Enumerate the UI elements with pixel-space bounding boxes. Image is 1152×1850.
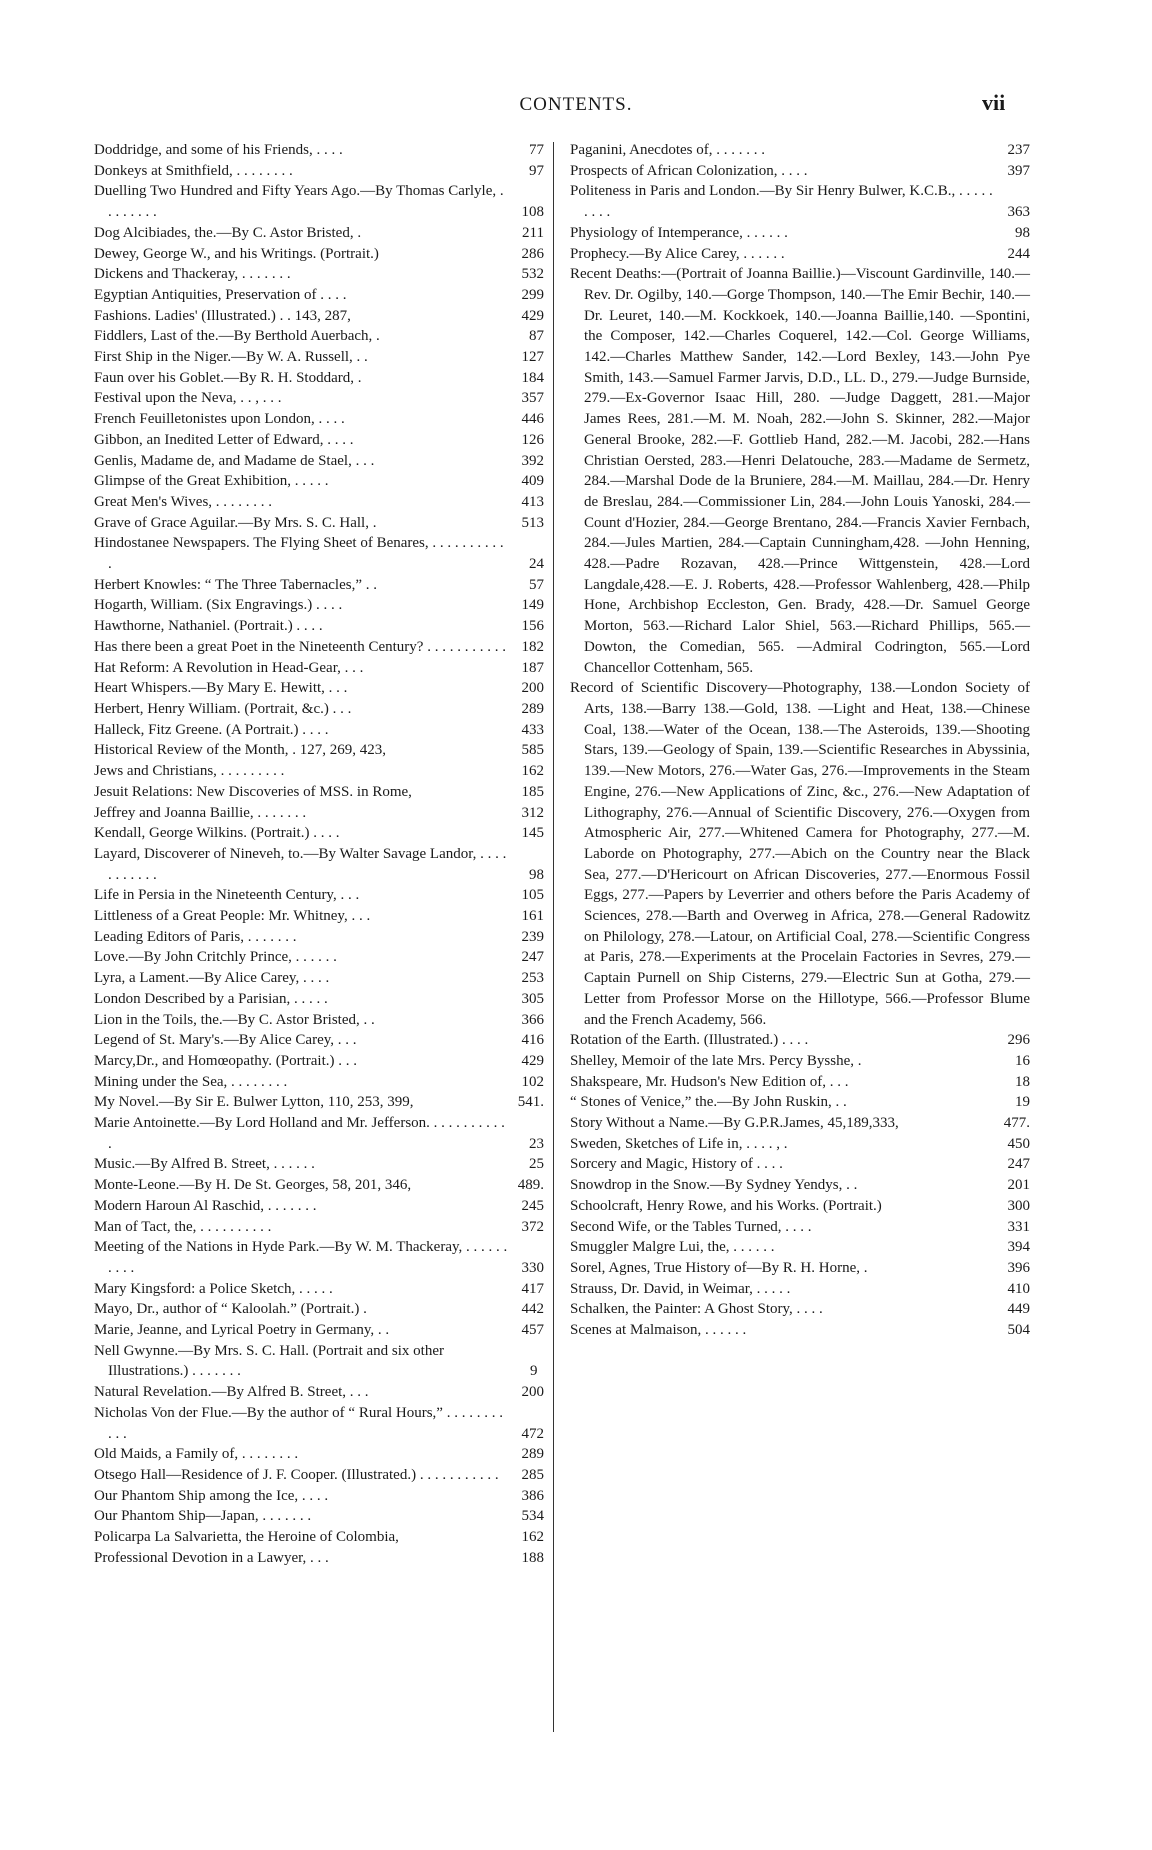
toc-entry-page: 239: [521, 928, 544, 945]
toc-entry-page: 201: [1007, 1177, 1030, 1194]
toc-entry-title: Professional Devotion in a Lawyer, . . .: [94, 1549, 329, 1566]
toc-entry: [94, 844, 544, 885]
toc-entry-title: Snowdrop in the Snow.—By Sydney Yendys, . .: [570, 1177, 858, 1194]
toc-entry-page: 513: [521, 514, 544, 531]
toc-entry-title: Paganini, Anecdotes of, . . . . . . .: [570, 142, 765, 158]
toc-entry: [570, 1092, 1030, 1113]
toc-entry: [570, 223, 1030, 244]
toc-entry-page: 188: [521, 1549, 544, 1566]
toc-entry-title: Love.—By John Critchly Prince, . . . . . .: [94, 949, 337, 966]
right-column: [570, 140, 1030, 1341]
toc-entry-title: French Feuilletonistes upon London, . . . .: [94, 411, 345, 428]
column-divider: [553, 142, 554, 1732]
toc-entry-page: 357: [521, 390, 544, 407]
toc-entry-page: 392: [521, 452, 544, 469]
toc-entry: [94, 1299, 544, 1320]
toc-entry-page: 237: [1007, 142, 1030, 158]
toc-entry-page: 532: [521, 266, 544, 283]
toc-entry: [94, 471, 544, 492]
toc-entry-page: 244: [1007, 245, 1030, 262]
page-number: vii: [982, 90, 1006, 115]
toc-entry: [94, 1175, 544, 1196]
toc-entry-page: 449: [1007, 1301, 1030, 1318]
toc-entry-title: Dog Alcibiades, the.—By C. Astor Bristed, .: [94, 224, 362, 241]
toc-entry: [570, 1134, 1030, 1155]
toc-entry-page: 19: [1015, 1094, 1030, 1111]
toc-entry-title: Faun over his Goblet.—By R. H. Stoddard, .: [94, 369, 362, 386]
toc-entry: [570, 1237, 1030, 1258]
toc-entry: [94, 140, 544, 161]
toc-entry-title: Second Wife, or the Tables Turned, . . . .: [570, 1218, 812, 1235]
toc-entry-page: 585: [521, 742, 544, 759]
toc-entry-title: Music.—By Alfred B. Street, . . . . . .: [94, 1156, 315, 1173]
toc-entry-page: 299: [521, 286, 544, 303]
toc-entry-page: 541.: [517, 1094, 544, 1111]
toc-entry-page: 57: [529, 576, 544, 593]
toc-entry-title: Scenes at Malmaison, . . . . . .: [570, 1322, 747, 1339]
toc-entry-title: Donkeys at Smithfield, . . . . . . . .: [94, 162, 293, 179]
toc-entry-page: 185: [521, 783, 544, 800]
toc-entry-page: 184: [521, 369, 544, 386]
toc-entry: [94, 1196, 544, 1217]
toc-entry: [570, 161, 1030, 182]
toc-entry-title: Old Maids, a Family of, . . . . . . . .: [94, 1446, 299, 1463]
toc-entry: [570, 140, 1030, 161]
toc-entry: [94, 1154, 544, 1175]
toc-entry: [94, 388, 544, 409]
toc-entry: [94, 720, 544, 741]
toc-entry-title: Policarpa La Salvarietta, the Heroine of Colombia,: [94, 1529, 399, 1546]
toc-entry-title: Halleck, Fitz Greene. (A Portrait.) . . . .: [94, 721, 329, 738]
toc-entry: [94, 1237, 544, 1278]
toc-entry: [570, 1196, 1030, 1217]
toc-entry: [94, 430, 544, 451]
toc-entry: [570, 1030, 1030, 1051]
toc-entry-title: My Novel.—By Sir E. Bulwer Lytton, 110, 253, 399,: [94, 1094, 414, 1111]
toc-entry-page: 489.: [517, 1177, 544, 1194]
toc-entry-title: Strauss, Dr. David, in Weimar, . . . . .: [570, 1280, 791, 1297]
toc-entry-title: Hat Reform: A Revolution in Head-Gear, . . .: [94, 659, 364, 676]
toc-entry-title: Great Men's Wives, . . . . . . . .: [94, 493, 273, 510]
toc-entry-title: Nell Gwynne.—By Mrs. S. C. Hall. (Portrait and six other Illustrations.) . . . . . . .: [94, 1342, 444, 1380]
toc-entry-page: 386: [521, 1487, 544, 1504]
toc-entry: Nell Gwynne.—By Mrs. S. C. Hall. (Portrait and six other Illustrations.) . . . . . . . 9: [94, 1341, 544, 1382]
toc-entry-page: 24: [529, 556, 544, 573]
toc-entry: [94, 1403, 544, 1444]
toc-entry-page: 127: [521, 349, 544, 366]
toc-entry: [570, 181, 1030, 222]
toc-entry-title: Heart Whispers.—By Mary E. Hewitt, . . .: [94, 680, 348, 697]
toc-entry-page: 312: [521, 804, 544, 821]
toc-entry: [570, 244, 1030, 265]
toc-entry-title: Layard, Discoverer of Nineveh, to.—By Walter Savage Landor, . . . . . . . . . . .: [94, 845, 507, 883]
toc-entry: [94, 616, 544, 637]
toc-entry: [94, 181, 544, 222]
toc-entry-page: 161: [521, 908, 544, 925]
toc-entry-page: 397: [1007, 162, 1030, 179]
toc-entry: [94, 1051, 544, 1072]
toc-entry-page: 446: [521, 411, 544, 428]
toc-entry-title: Mining under the Sea, . . . . . . . .: [94, 1073, 288, 1090]
toc-entry: [94, 492, 544, 513]
toc-entry: [570, 1113, 1030, 1134]
toc-entry-title: Historical Review of the Month, . 127, 269, 423,: [94, 742, 387, 759]
toc-entry-title: Monte-Leone.—By H. De St. Georges, 58, 201, 346,: [94, 1177, 412, 1194]
toc-entry: [94, 927, 544, 948]
toc-entry: [94, 1010, 544, 1031]
toc-entry: [94, 678, 544, 699]
toc-entry-title: Modern Haroun Al Raschid, . . . . . . .: [94, 1197, 317, 1214]
toc-entry-page: 156: [521, 618, 544, 635]
toc-entry-title: Story Without a Name.—By G.P.R.James, 45,189,333,: [570, 1115, 899, 1132]
toc-entry-title: Grave of Grace Aguilar.—By Mrs. S. C. Hall, .: [94, 514, 377, 531]
toc-entry: [94, 740, 544, 761]
toc-entry-title: Dewey, George W., and his Writings. (Portrait.): [94, 245, 379, 262]
toc-entry-title: Gibbon, an Inedited Letter of Edward, . . . .: [94, 431, 354, 448]
toc-entry-title: Prophecy.—By Alice Carey, . . . . . .: [570, 245, 785, 262]
toc-entry-title: Fashions. Ladies' (Illustrated.) . . 143, 287,: [94, 307, 351, 324]
toc-entry: [570, 1051, 1030, 1072]
toc-entry-page: 97: [529, 162, 544, 179]
toc-entry-page: 149: [521, 597, 544, 614]
toc-entry-title: Doddridge, and some of his Friends, . . . .: [94, 142, 343, 158]
toc-entry: [94, 1113, 544, 1154]
toc-entry-title: Kendall, George Wilkins. (Portrait.) . . . .: [94, 825, 340, 842]
toc-entry: [94, 968, 544, 989]
toc-entry-page: 305: [521, 990, 544, 1007]
right-top-entries: [570, 140, 1030, 264]
toc-entry: [570, 1299, 1030, 1320]
toc-entry-title: Our Phantom Ship among the Ice, . . . .: [94, 1487, 329, 1504]
toc-entry-title: Glimpse of the Great Exhibition, . . . . .: [94, 473, 329, 490]
toc-entry-page: 472: [521, 1425, 544, 1442]
toc-entry-title: Jews and Christians, . . . . . . . . .: [94, 763, 285, 780]
toc-entry: [94, 1486, 544, 1507]
toc-entry-page: 200: [521, 1384, 544, 1401]
toc-entry: [94, 1527, 544, 1548]
toc-entry: [94, 823, 544, 844]
toc-entry: [570, 1154, 1030, 1175]
toc-entry-page: 108: [521, 204, 544, 221]
recent-deaths-entry: Recent Deaths:—(Portrait of Joanna Baillie.)—Viscount Gardinville, 140.—Rev. Dr. Ogilby, 140.—Gorge Thompson, 140.—The Emir Bechir, 140.—Dr. Leuret, 140.—M. Kockkoek, 140.—Joanna Baillie,140. —Spontini, the Composer, 142.—Charles Coquerel, 142.—Col. George Williams, 142.—Charles Matthew Sander, 142.—Lord Bexley, 143.—John Pye Smith, 143.—Samuel Farmer Jarvis, D.D., LL. D., 279.—Judge Burnside, 279.—Ex-Governor Isaac Hill, 280. —Judge Daggett, 281.—Major James Rees, 281.—M. M. Noah, 282.—John S. Skinner, 282.—Major General Brooke, 282.—F. Gottlieb Hand, 282.—M. Jacobi, 282.—Hans Christian Oersted, 283.—Henri Delatouche, 283.—Madame de Sermetz, 284.—Marshal Dode de la Bruniere, 284.—M. Maillau, 284.—Dr. Henry de Breslau, 284.—Commissioner Lin, 284.—John Louis Yanoski, 284.—Count d'Hozier, 284.—George Brentano, 284.—Francis Xavier Fernbach, 284.—Jules Martien, 284.—Captain Cunningham,428. —John Henning, 428.—Padre Rozavan, 428.—Prince Wittgenstein, 428.—Lord Langdale,428.—E. J. Roberts, 428.—Professor Wahlenberg, 428.—Philp Hone, Archbishop Eccleston, Gen. Brady, 428.—Dr. Samuel George Morton, 563.—Richard Lalor Shiel, 563.—Richard Phillips, 565.—Dowton, the Comedian, 565. —Admiral Codrington, 565.—Lord Chancellor Cottenham, 565.: [570, 266, 1030, 676]
toc-entry-page: 126: [521, 431, 544, 448]
toc-entry-page: 253: [521, 970, 544, 987]
toc-entry-page: 23: [529, 1135, 544, 1152]
toc-entry-title: Shelley, Memoir of the late Mrs. Percy Bysshe, .: [570, 1052, 862, 1069]
toc-entry: [94, 782, 544, 803]
toc-entry: [570, 1217, 1030, 1238]
toc-entry-title: Otsego Hall—Residence of J. F. Cooper. (Illustrated.) . . . . . . . . . . .: [94, 1467, 499, 1483]
toc-entry: [94, 1072, 544, 1093]
toc-entry: [94, 161, 544, 182]
toc-entry-page: 182: [521, 638, 544, 655]
toc-entry-title: “ Stones of Venice,” the.—By John Ruskin, . .: [570, 1094, 847, 1111]
toc-entry-page: 211: [522, 224, 544, 241]
toc-entry-page: 300: [1007, 1197, 1030, 1214]
toc-entry-title: Egyptian Antiquities, Preservation of . . . .: [94, 286, 347, 303]
toc-entry-title: Mary Kingsford: a Police Sketch, . . . . .: [94, 1280, 333, 1297]
toc-entry-title: Marie Antoinette.—By Lord Holland and Mr. Jefferson. . . . . . . . . . . .: [94, 1115, 505, 1152]
toc-entry: [94, 1548, 544, 1569]
toc-entry-page: 457: [521, 1322, 544, 1339]
toc-entry-page: 187: [521, 659, 544, 676]
toc-entry-title: Man of Tact, the, . . . . . . . . . .: [94, 1218, 272, 1235]
toc-entry-title: Has there been a great Poet in the Nineteenth Century? . . . . . . . . . . .: [94, 638, 506, 655]
toc-entry-page: 534: [521, 1508, 544, 1525]
toc-entry-title: Mayo, Dr., author of “ Kaloolah.” (Portrait.) .: [94, 1301, 367, 1318]
toc-entry-title: Dickens and Thackeray, . . . . . . .: [94, 266, 291, 283]
toc-entry-page: 247: [1007, 1156, 1030, 1173]
toc-entry: [94, 1382, 544, 1403]
left-column: [94, 140, 544, 1569]
toc-entry-page: 247: [521, 949, 544, 966]
toc-entry-page: 366: [521, 1011, 544, 1028]
toc-entry-title: Nicholas Von der Flue.—By the author of “ Rural Hours,” . . . . . . . . . . .: [94, 1404, 503, 1442]
toc-entry: [94, 368, 544, 389]
toc-entry: [94, 885, 544, 906]
toc-entry-title: Jesuit Relations: New Discoveries of MSS. in Rome,: [94, 783, 412, 800]
toc-entry-title: Herbert Knowles: “ The Three Tabernacles,” . .: [94, 576, 378, 593]
toc-entry-page: 18: [1015, 1073, 1030, 1090]
toc-entry-page: 417: [521, 1280, 544, 1297]
toc-entry-page: 429: [521, 1052, 544, 1069]
toc-entry-title: Marie, Jeanne, and Lyrical Poetry in Germany, . .: [94, 1322, 390, 1339]
toc-entry-title: Genlis, Madame de, and Madame de Stael, . . .: [94, 452, 375, 469]
toc-entry-title: Sorcery and Magic, History of . . . .: [570, 1156, 783, 1173]
toc-entry-title: Sorel, Agnes, True History of—By R. H. Horne, .: [570, 1259, 868, 1276]
toc-entry: [570, 1320, 1030, 1341]
toc-entry-title: Schalken, the Painter: A Ghost Story, . . . .: [570, 1301, 823, 1318]
toc-entry-page: 102: [521, 1073, 544, 1090]
toc-entry-title: Duelling Two Hundred and Fifty Years Ago.—By Thomas Carlyle, . . . . . . . .: [94, 183, 504, 221]
toc-entry-page: 442: [521, 1301, 544, 1318]
toc-entry-page: 429: [521, 307, 544, 324]
toc-entry: [94, 761, 544, 782]
toc-entry: [94, 264, 544, 285]
toc-entry-page: 331: [1007, 1218, 1030, 1235]
toc-entry-page: 98: [529, 866, 544, 883]
toc-entry-title: Legend of St. Mary's.—By Alice Carey, . . .: [94, 1032, 357, 1049]
toc-entry-title: Politeness in Paris and London.—By Sir Henry Bulwer, K.C.B., . . . . . . . . .: [570, 183, 993, 221]
toc-entry-title: Lyra, a Lament.—By Alice Carey, . . . .: [94, 970, 330, 987]
toc-entry-page: 409: [521, 473, 544, 490]
toc-entry-title: Jeffrey and Joanna Baillie, . . . . . . .: [94, 804, 307, 821]
toc-entry: [94, 409, 544, 430]
toc-entry-page: 330: [521, 1259, 544, 1276]
toc-entry-title: Prospects of African Colonization, . . . .: [570, 162, 808, 179]
toc-entry: [94, 658, 544, 679]
toc-entry-page: 162: [521, 1529, 544, 1546]
toc-entry-page: 296: [1007, 1032, 1030, 1049]
toc-entry-title: Meeting of the Nations in Hyde Park.—By W. M. Thackeray, . . . . . . . . . .: [94, 1239, 508, 1276]
toc-entry-page: 450: [1007, 1135, 1030, 1152]
toc-entry-page: 413: [521, 493, 544, 510]
toc-entry-page: 162: [521, 763, 544, 780]
toc-entry-page: 98: [1015, 224, 1030, 241]
toc-entry-title: Hindostanee Newspapers. The Flying Sheet of Benares, . . . . . . . . . . .: [94, 535, 504, 573]
toc-entry: [94, 637, 544, 658]
toc-entry: [570, 1258, 1030, 1279]
toc-entry: [94, 1217, 544, 1238]
toc-entry-page: 105: [521, 887, 544, 904]
toc-entry-title: Rotation of the Earth. (Illustrated.) . . . .: [570, 1032, 809, 1049]
toc-entry-title: Leading Editors of Paris, . . . . . . .: [94, 928, 297, 945]
toc-entry-page: 416: [521, 1032, 544, 1049]
toc-entry-page: 77: [529, 142, 544, 158]
toc-entry-title: Festival upon the Neva, . . , . . .: [94, 390, 282, 407]
toc-entry-title: Life in Persia in the Nineteenth Century, . . .: [94, 887, 360, 904]
toc-entry-page: 16: [1015, 1052, 1030, 1069]
toc-entry: [94, 947, 544, 968]
toc-entry: [94, 575, 544, 596]
toc-entry-title: London Described by a Parisian, . . . . .: [94, 990, 328, 1007]
toc-entry-title: Hawthorne, Nathaniel. (Portrait.) . . . .: [94, 618, 323, 635]
toc-entry: [570, 1072, 1030, 1093]
toc-entry-page: 504: [1007, 1322, 1030, 1339]
toc-entry-page: 363: [1007, 204, 1030, 221]
toc-entry: [94, 533, 544, 574]
toc-entry: [94, 223, 544, 244]
toc-entry: [94, 306, 544, 327]
toc-entry-title: Natural Revelation.—By Alfred B. Street, . . .: [94, 1384, 369, 1401]
toc-entry-title: Hogarth, William. (Six Engravings.) . . . .: [94, 597, 343, 614]
toc-entry: [94, 906, 544, 927]
toc-entry: [94, 513, 544, 534]
toc-entry-page: 410: [1007, 1280, 1030, 1297]
toc-entry: [94, 1279, 544, 1300]
toc-entry-page: 87: [529, 328, 544, 345]
toc-entry: [94, 1465, 544, 1486]
toc-entry-title: Herbert, Henry William. (Portrait, &c.) . . .: [94, 700, 352, 717]
toc-entry: [94, 1030, 544, 1051]
toc-entry-title: Our Phantom Ship—Japan, . . . . . . .: [94, 1508, 312, 1525]
toc-entry-page: 394: [1007, 1239, 1030, 1256]
toc-entry-page: 145: [521, 825, 544, 842]
toc-entry: [94, 699, 544, 720]
toc-entry: [570, 1175, 1030, 1196]
toc-entry: [94, 989, 544, 1010]
toc-entry-page: 396: [1007, 1259, 1030, 1276]
right-bottom-entries: [570, 1030, 1030, 1341]
toc-entry-page: 372: [521, 1218, 544, 1235]
toc-entry: [570, 1279, 1030, 1300]
toc-entry: [94, 803, 544, 824]
toc-entry: [94, 1320, 544, 1341]
toc-entry-page: 289: [521, 1446, 544, 1463]
toc-entry: [94, 244, 544, 265]
toc-entry: [94, 451, 544, 472]
toc-entry-page: 433: [521, 721, 544, 738]
toc-entry: [94, 1506, 544, 1527]
toc-entry-title: Shakspeare, Mr. Hudson's New Edition of, . . .: [570, 1073, 849, 1090]
toc-entry-page: 245: [521, 1197, 544, 1214]
toc-entry-title: Marcy,Dr., and Homœopathy. (Portrait.) . . .: [94, 1052, 357, 1069]
scientific-discovery-entry: Record of Scientific Discovery—Photography, 138.—London Society of Arts, 138.—Barry 138.—Gold, 138. —Light and Heat, 138.—Chinese Coal, 138.—Water of the Ocean, 138.—The Asteroids, 139.—Shooting Stars, 139.—Geology of Spain, 139.—Scientific Researches in Abyssinia, 139.—New Motors, 276.—Water Gas, 276.—Improvements in the Steam Engine, 276.—New Applications of Zinc, &c., 276.—New Adaptation of Lithography, 276.—Annual of Scientific Discovery, 276.—Oxygen from Atmospheric Air, 277.—Whitened Camera for Photography, 277.—M. Laborde on Photography, 277.—Abich on the Country near the Black Sea, 277.—D'Hericourt on African Discoveries, 277.—Enormous Fossil Eggs, 277.—Papers by Leverrier and others before the Paris Academy of Sciences, 278.—Barth and Overweg in Africa, 278.—General Radowitz on Philology, 278.—Latour, on Artificial Coal, 278.—Scientific Congress at Paris, 278.—Experiments at the Procelain Factories in Sevres, 279.—Captain Purnell on Ship Cisterns, 279.—Electric Sun at Gotha, 279.—Letter from Professor Morse on the Hillotype, 566.—Professor Blume and the French Academy, 566.: [570, 680, 1030, 1028]
toc-entry-title: First Ship in the Niger.—By W. A. Russell, . .: [94, 349, 368, 366]
toc-entry-title: Lion in the Toils, the.—By C. Astor Bristed, . .: [94, 1011, 375, 1028]
toc-entry: [94, 595, 544, 616]
toc-entry-page: 289: [521, 700, 544, 717]
toc-entry-title: Schoolcraft, Henry Rowe, and his Works. (Portrait.): [570, 1197, 882, 1214]
toc-entry-page: 200: [521, 680, 544, 697]
toc-entry: [94, 326, 544, 347]
toc-entry-page: 477.: [1003, 1115, 1030, 1132]
toc-entry-title: Sweden, Sketches of Life in, . . . . , .: [570, 1135, 788, 1152]
toc-entry-title: Fiddlers, Last of the.—By Berthold Auerbach, .: [94, 328, 380, 345]
toc-entry-page: 286: [521, 245, 544, 262]
toc-entry-title: Littleness of a Great People: Mr. Whitney, . . .: [94, 908, 371, 925]
toc-entry-title: Smuggler Malgre Lui, the, . . . . . .: [570, 1239, 775, 1256]
toc-entry: [94, 347, 544, 368]
toc-entry-title: Physiology of Intemperance, . . . . . .: [570, 224, 788, 241]
toc-entry-page: 285: [521, 1467, 544, 1483]
page-title: CONTENTS.: [519, 94, 633, 115]
toc-entry: [94, 285, 544, 306]
toc-entry: [94, 1092, 544, 1113]
toc-entry-page: 25: [529, 1156, 544, 1173]
toc-entry: [94, 1444, 544, 1465]
